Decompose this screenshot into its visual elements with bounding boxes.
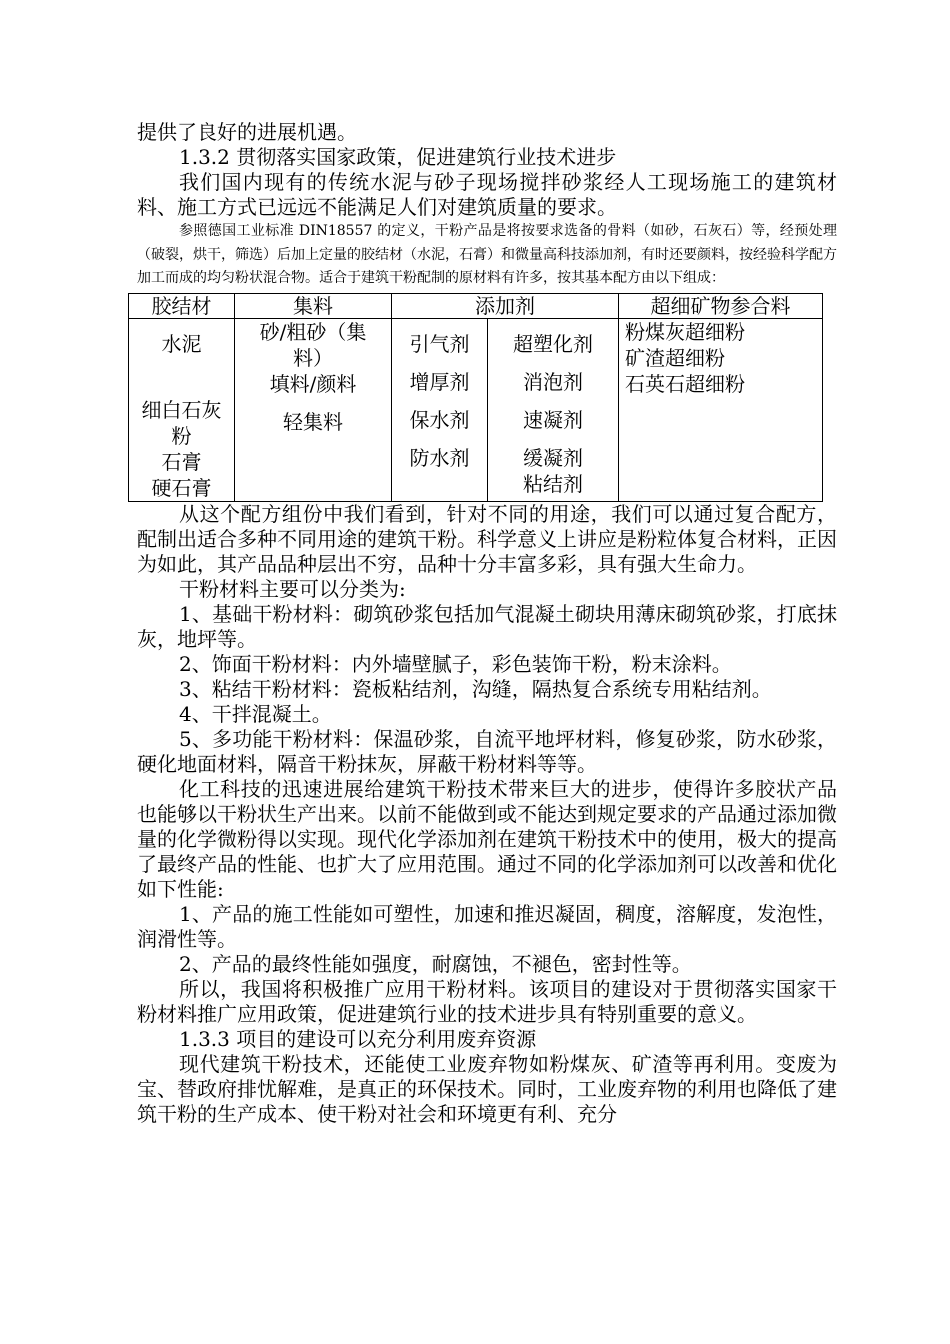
additive-a-cell (392, 318, 488, 501)
table-cell-text: 矿渣超细粉 (625, 345, 725, 370)
section-heading-1-3-3: 1.3.3 项目的建设可以充分利用废弃资源 (179, 1026, 537, 1051)
header-additive: 添加剂 (392, 293, 619, 318)
table-cell-text: 超塑化剂 (513, 331, 593, 356)
list-item: 1、产品的施工性能如可塑性，加速和推迟凝固，稠度，溶解度，发泡性，润滑性等。 (137, 901, 837, 951)
table-cell-text: 轻集料 (283, 409, 343, 434)
paragraph: 从这个配方组份中我们看到，针对不同的用途，我们可以通过复合配方，配制出适合多种不同用途的建筑干粉。科学意义上讲应是粉粒体复合材料，正因为如此，其产品品种层出不穷，品种十分丰富多彩，具有强大生命力。 (137, 501, 837, 576)
list-item: 2、产品的最终性能如强度，耐腐蚀，不褪色，密封性等。 (179, 951, 692, 976)
list-item: 4、干拌混凝土。 (179, 701, 332, 726)
table-cell-text: 砂/粗砂（集料） (259, 319, 367, 370)
table-cell-text: 速凝剂 (523, 407, 583, 432)
table-cell-text: 填料/颜料 (269, 371, 357, 396)
table-cell-text: 粉煤灰超细粉 (625, 319, 745, 344)
list-item: 1、基础干粉材料：砌筑砂浆包括加气混凝土砌块用薄床砌筑砂浆，打底抹灰，地坪等。 (137, 601, 837, 651)
table-cell-text: 硬石膏 (151, 475, 212, 500)
table-header-row (129, 293, 823, 318)
paragraph: 我们国内现有的传统水泥与砂子现场搅拌砂浆经人工现场施工的建筑材料、施工方式已远远不能满足人们对建筑质量的要求。 (137, 170, 837, 219)
paragraph: 所以，我国将积极推广应用干粉材料。该项目的建设对于贯彻落实国家干粉材料推广应用政策，促进建筑行业的技术进步具有特别重要的意义。 (137, 976, 837, 1026)
list-item: 3、粘结干粉材料：瓷板粘结剂，沟缝，隔热复合系统专用粘结剂。 (179, 676, 772, 701)
table-cell-text: 消泡剂 (523, 369, 583, 394)
table-cell-text: 石膏 (161, 449, 202, 474)
additive-b-cell (488, 318, 619, 501)
formula-table (128, 293, 823, 502)
aggregate-cell (235, 318, 392, 501)
header-mineral: 超细矿物参合料 (619, 293, 823, 318)
table-cell-text: 引气剂 (409, 331, 470, 356)
table-cell-text: 保水剂 (409, 407, 470, 432)
table-body-row (129, 318, 823, 501)
paragraph: 现代建筑干粉技术，还能使工业废弃物如粉煤灰、矿渣等再利用。变废为宝、替政府排忧解难，是真正的环保技术。同时，工业废弃物的利用也降低了建筑干粉的生产成本、使干粉对社会和环境更有利、充分 (137, 1051, 837, 1126)
paragraph: 干粉材料主要可以分类为: (179, 576, 406, 601)
table-cell-text: 细白石灰粉 (141, 397, 222, 448)
header-binder: 胶结材 (129, 293, 235, 318)
table-cell-text: 增厚剂 (409, 369, 470, 394)
intro-line: 提供了良好的进展机遇。 (137, 120, 357, 144)
list-item: 2、饰面干粉材料：内外墙壁腻子，彩色装饰干粉，粉末涂料。 (179, 651, 732, 676)
section-heading-1-3-2: 1.3.2 贯彻落实国家政策，促进建筑行业技术进步 (179, 145, 617, 169)
table-cell-text: 石英石超细粉 (625, 371, 745, 396)
table-cell-text: 缓凝剂 (523, 445, 583, 470)
table-cell-text: 防水剂 (409, 445, 470, 470)
table-cell-text: 水泥 (161, 331, 202, 356)
table-cell-text: 粘结剂 (523, 471, 583, 496)
list-item: 5、多功能干粉材料：保温砂浆，自流平地坪材料，修复砂浆，防水砂浆，硬化地面材料，隔音干粉抹灰，屏蔽干粉材料等等。 (137, 726, 837, 776)
paragraph: 化工科技的迅速进展给建筑干粉技术带来巨大的进步，使得许多胶状产品也能够以干粉状生产出来。以前不能做到或不能达到规定要求的产品通过添加微量的化学微粉得以实现。现代化学添加剂在建筑干粉技术中的使用，极大的提高了最终产品的性能、也扩大了应用范围。通过不同的化学添加剂可以改善和优化如下性能: (137, 776, 837, 901)
document-page (137, 120, 837, 1127)
paragraph-small-definition: 参照德国工业标准 DIN18557 的定义，干粉产品是将按要求选备的骨料（如砂，石灰石）等，经预处理（破裂，烘干，筛选）后加上定量的胶结材（水泥，石膏）和微量高科技添加剂，有时还要颜料，按经验科学配方加工而成的均匀粉状混合物。适合于建筑干粉配制的原材料有许多，按其基本配方由以下组成： (137, 223, 837, 286)
header-aggregate: 集料 (235, 293, 392, 318)
binder-cell (129, 318, 235, 501)
mineral-cell (619, 318, 823, 501)
